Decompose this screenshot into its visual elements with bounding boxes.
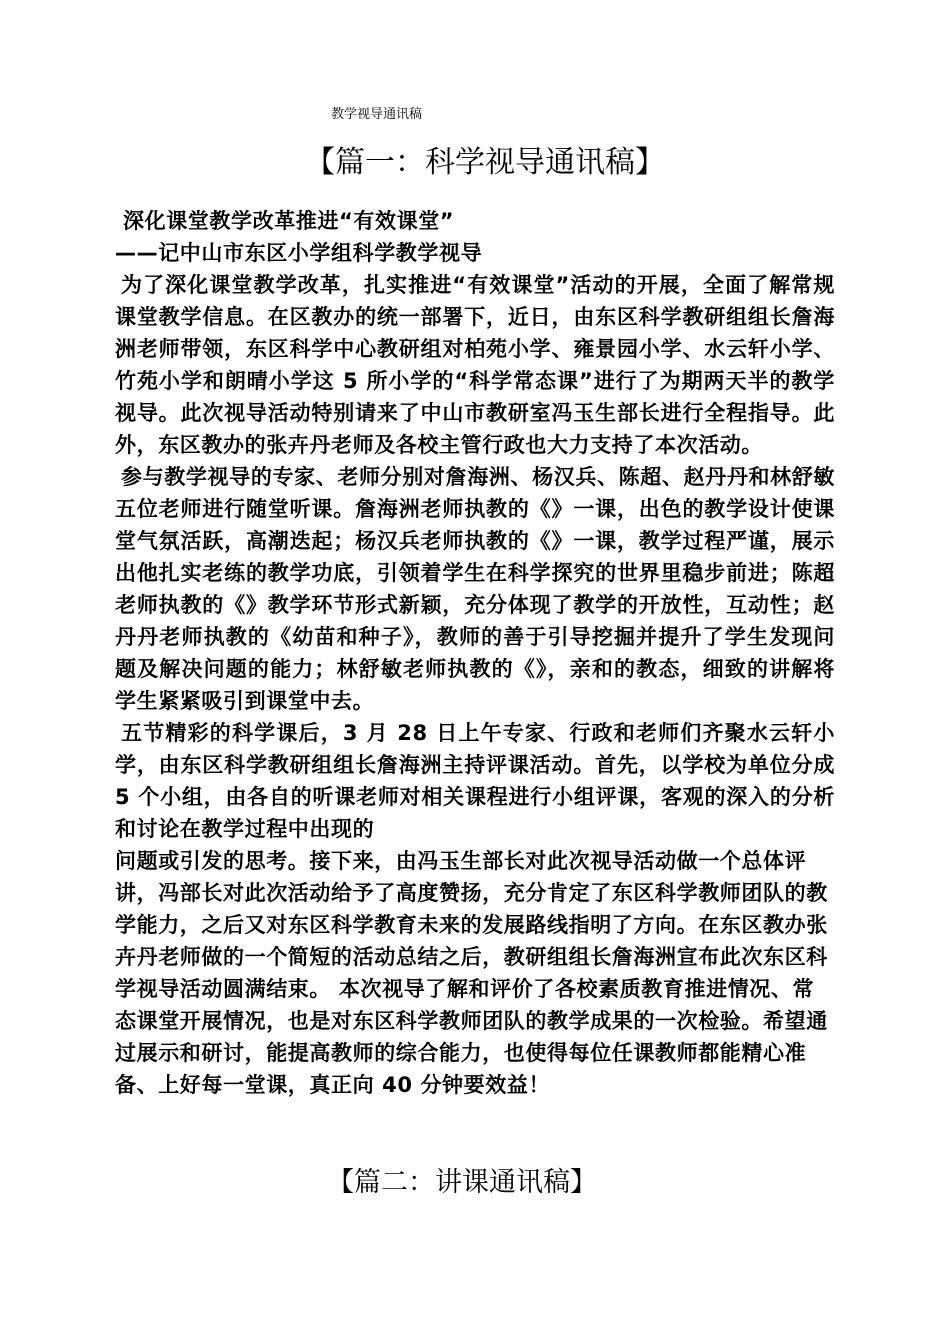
article-body — [115, 205, 835, 1101]
article-subhead: ——记中山市东区小学组科学教学视导 — [115, 241, 483, 265]
running-header: 教学视导通讯稿 — [331, 107, 423, 122]
paragraph-conclusion: 问题或引发的思考。接下来，由冯玉生部长对此次视导活动做一个总体评讲，冯部长对此次活动给予了高度赞扬，充分肯定了东区科学教师团队的教学能力，之后又对东区科学教育未来的发展路线指明了方向。在东区教办张卉丹老师做的一个简短的活动总结之后，教研组组长詹海洲宣布此次东区科学视导活动圆满结束。 本次视导了解和评价了各校素质教育推进情况、常态课堂开展情况，也是对东区科学教师团队的教学成果的一次检验。希望通过展示和研讨，能提高教师的综合能力，也使得每位任课教师都能精心准备、上好每一堂课，真正向 40 分钟要效益！ — [115, 849, 828, 1097]
section-title-1: 【篇一：科学视导通讯稿】 — [305, 145, 665, 180]
paragraph-lessons: 参与教学视导的专家、老师分别对詹海洲、杨汉兵、陈超、赵丹丹和林舒敏五位老师进行随堂听课。詹海洲老师执教的《》一课，出色的教学设计使课堂气氛活跃，高潮迭起；杨汉兵老师执教的《》一课，教学过程严谨，展示出他扎实老练的教学功底，引领着学生在科学探究的世界里稳步前进；陈超老师执教的《》教学环节形式新颖，充分体现了教学的开放性，互动性；赵丹丹老师执教的《幼苗和种子》，教师的善于引导挖掘并提升了学生发现问题及解决问题的能力；林舒敏老师执教的《》，亲和的教态，细致的讲解将学生紧紧吸引到课堂中去。 — [115, 465, 835, 713]
section-title-2: 【篇二：讲课通讯稿】 — [327, 1167, 597, 1198]
article-headline: 深化课堂教学改革推进“有效课堂” — [123, 209, 455, 233]
paragraph-review: 五节精彩的科学课后，3 月 28 日上午专家、行政和老师们齐聚水云轩小学，由东区科学教研组组长詹海洲主持评课活动。首先，以学校为单位分成 5 个小组，由各自的听课老师对相关课程进行小组评课，客观的深入的分析和讨论在教学过程中出现的 — [115, 721, 835, 841]
paragraph-intro: 为了深化课堂教学改革，扎实推进“有效课堂”活动的开展，全面了解常规课堂教学信息。在区教办的统一部署下，近日，由东区科学教研组组长詹海洲老师带领，东区科学中心教研组对柏苑小学、雍景园小学、水云轩小学、竹苑小学和朗晴小学这 5 所小学的“科学常态课”进行了为期两天半的教学视导。此次视导活动特别请来了中山市教研室冯玉生部长进行全程指导。此外，东区教办的张卉丹老师及各校主管行政也大力支持了本次活动。 — [115, 273, 835, 457]
